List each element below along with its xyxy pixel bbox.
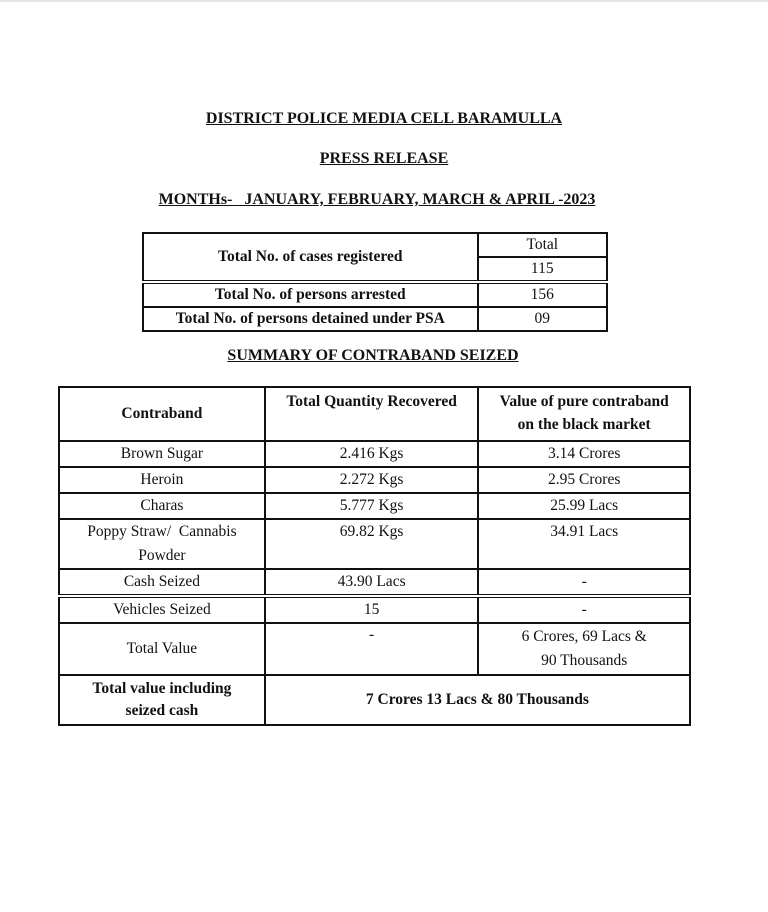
table-header-row bbox=[59, 387, 690, 441]
cases-registered-label: Total No. of cases registered bbox=[143, 233, 478, 282]
grand-total-label-line1: Total value including bbox=[92, 680, 232, 697]
item-cell: Brown Sugar bbox=[59, 441, 265, 467]
table-row bbox=[143, 282, 607, 307]
item-cell bbox=[59, 519, 265, 569]
table-row bbox=[59, 596, 690, 623]
grand-total-label-line2: seized cash bbox=[125, 702, 199, 719]
value-cell: 25.99 Lacs bbox=[478, 493, 690, 519]
persons-arrested-value: 156 bbox=[478, 282, 607, 307]
contraband-header: Contraband bbox=[59, 387, 265, 441]
total-value-qty: - bbox=[265, 623, 479, 675]
table-row bbox=[143, 233, 607, 257]
value-header-line1: Value of pure contraband bbox=[499, 393, 669, 410]
top-border bbox=[0, 0, 768, 2]
grand-total-label bbox=[59, 675, 265, 725]
qty-cell: 2.272 Kgs bbox=[265, 467, 479, 493]
quantity-header: Total Quantity Recovered bbox=[265, 387, 479, 441]
grand-total-row bbox=[59, 675, 690, 725]
psa-detained-label: Total No. of persons detained under PSA bbox=[143, 307, 478, 331]
qty-cell: 69.82 Kgs bbox=[265, 519, 479, 569]
table-row bbox=[59, 519, 690, 569]
value-header-line2: on the black market bbox=[517, 416, 651, 433]
contraband-table bbox=[58, 386, 691, 726]
psa-detained-value: 09 bbox=[478, 307, 607, 331]
qty-cell: 5.777 Kgs bbox=[265, 493, 479, 519]
total-value-row bbox=[59, 623, 690, 675]
period-title: MONTHs- JANUARY, FEBRUARY, MARCH & APRIL -2023 bbox=[158, 191, 596, 208]
value-cell: - bbox=[478, 596, 690, 623]
item-line1: Poppy Straw/ Cannabis bbox=[87, 523, 237, 540]
item-line2: Powder bbox=[138, 547, 186, 564]
table-row bbox=[143, 307, 607, 331]
total-value-line1: 6 Crores, 69 Lacs & bbox=[521, 628, 647, 645]
table-row bbox=[59, 441, 690, 467]
cases-registered-value: 115 bbox=[478, 257, 607, 282]
qty-cell: 15 bbox=[265, 596, 479, 623]
qty-cell: 2.416 Kgs bbox=[265, 441, 479, 467]
persons-arrested-label: Total No. of persons arrested bbox=[143, 282, 478, 307]
value-header bbox=[478, 387, 690, 441]
summary-title: SUMMARY OF CONTRABAND SEIZED bbox=[227, 347, 519, 364]
total-value-line2: 90 Thousands bbox=[541, 652, 628, 669]
value-cell: 34.91 Lacs bbox=[478, 519, 690, 569]
value-cell: 2.95 Crores bbox=[478, 467, 690, 493]
document-type: PRESS RELEASE bbox=[319, 150, 449, 167]
value-cell: 3.14 Crores bbox=[478, 441, 690, 467]
item-cell: Vehicles Seized bbox=[59, 596, 265, 623]
item-cell: Cash Seized bbox=[59, 569, 265, 596]
office-title: DISTRICT POLICE MEDIA CELL BARAMULLA bbox=[205, 110, 563, 127]
item-cell: Charas bbox=[59, 493, 265, 519]
table-row bbox=[59, 569, 690, 596]
cases-table bbox=[142, 232, 608, 332]
table-row bbox=[59, 493, 690, 519]
total-value-label: Total Value bbox=[59, 623, 265, 675]
qty-cell: 43.90 Lacs bbox=[265, 569, 479, 596]
item-cell: Heroin bbox=[59, 467, 265, 493]
table-row bbox=[59, 467, 690, 493]
value-cell: - bbox=[478, 569, 690, 596]
grand-total-value: 7 Crores 13 Lacs & 80 Thousands bbox=[265, 675, 690, 725]
total-column-header: Total bbox=[478, 233, 607, 257]
total-value-amount bbox=[478, 623, 690, 675]
